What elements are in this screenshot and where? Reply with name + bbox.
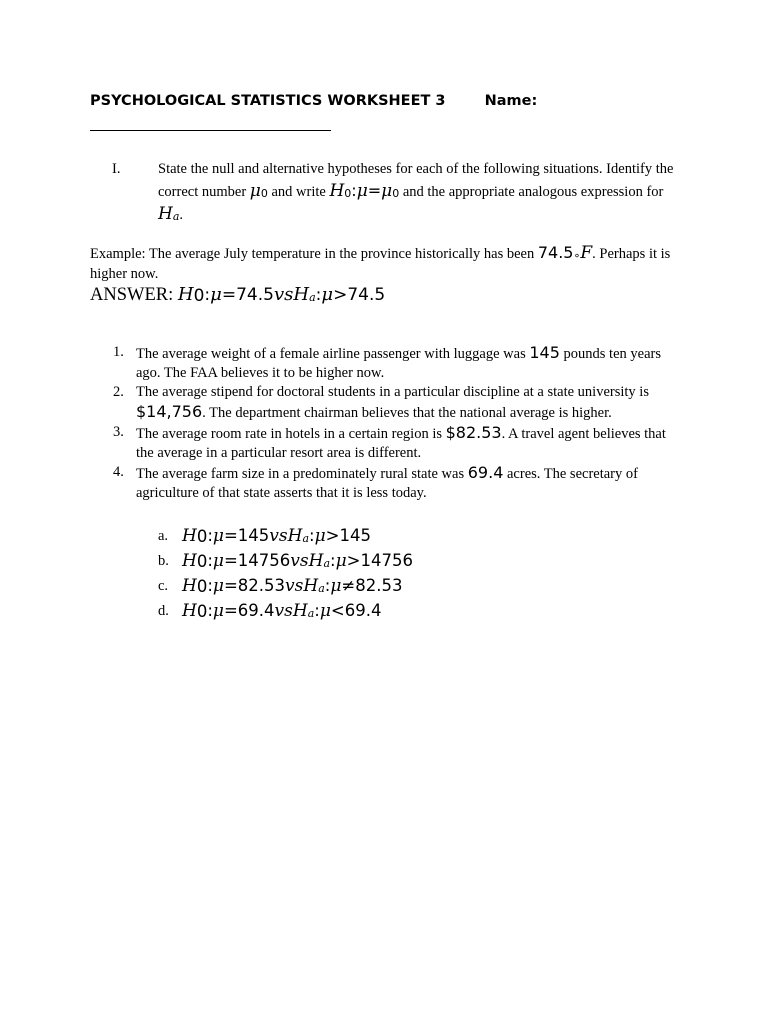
example-answer: ANSWER: H0:μ=74.5vsHa:μ>74.5 xyxy=(90,284,386,306)
list-item: 2. The average stipend for doctoral students in a particular discipline at a state university is $14,756. The department chairman believes that the national average is higher. xyxy=(113,384,649,421)
name-blank-line xyxy=(90,112,331,131)
list-item: 3. The average room rate in hotels in a certain region is $82.53. A travel agent believes that the average in a particular resort area is different. xyxy=(113,423,666,461)
null-hypothesis-expression: H0:μ=μ0 xyxy=(329,181,400,201)
list-item: c. H0:μ=82.53vsHa:μ≠82.53 xyxy=(158,576,403,596)
mu-zero-symbol: μ0 xyxy=(249,181,268,201)
problem-list xyxy=(90,343,680,503)
worksheet-title: PSYCHOLOGICAL STATISTICS WORKSHEET 3 xyxy=(90,93,446,109)
name-label: Name: xyxy=(484,93,538,109)
section-numeral: I. xyxy=(112,161,121,177)
example-value: 74.5 xyxy=(537,243,574,262)
list-item: b. H0:μ=14756vsHa:μ>14756 xyxy=(158,551,413,571)
alt-hypothesis-symbol: Ha xyxy=(158,204,180,224)
worksheet-header xyxy=(90,90,680,112)
list-item: a. H0:μ=145vsHa:μ>145 xyxy=(158,526,371,546)
instructions-text: State the null and alternative hypotheses for each of the following situations. Identify the correct number μ0 and write H0:μ=μ0 and the appropriate analogous expression for Ha. xyxy=(158,161,674,224)
list-item: 4. The average farm size in a predominately rural state was 69.4 acres. The secretary of agriculture of that state asserts that it is less today. xyxy=(113,463,638,501)
answer-label: ANSWER: xyxy=(90,285,178,305)
answer-list xyxy=(90,525,680,625)
section-instructions xyxy=(90,159,680,227)
example-text: Example: The average July temperature in the province historically has been 74.5∘F. Perhaps it is higher now. xyxy=(90,243,671,282)
worksheet-page xyxy=(90,90,680,625)
example-block xyxy=(90,243,680,309)
list-item: 1. The average weight of a female airline passenger with luggage was 145 pounds ten years ago. The FAA believes it to be higher now. xyxy=(113,343,661,381)
list-item: d. H0:μ=69.4vsHa:μ<69.4 xyxy=(158,601,382,621)
